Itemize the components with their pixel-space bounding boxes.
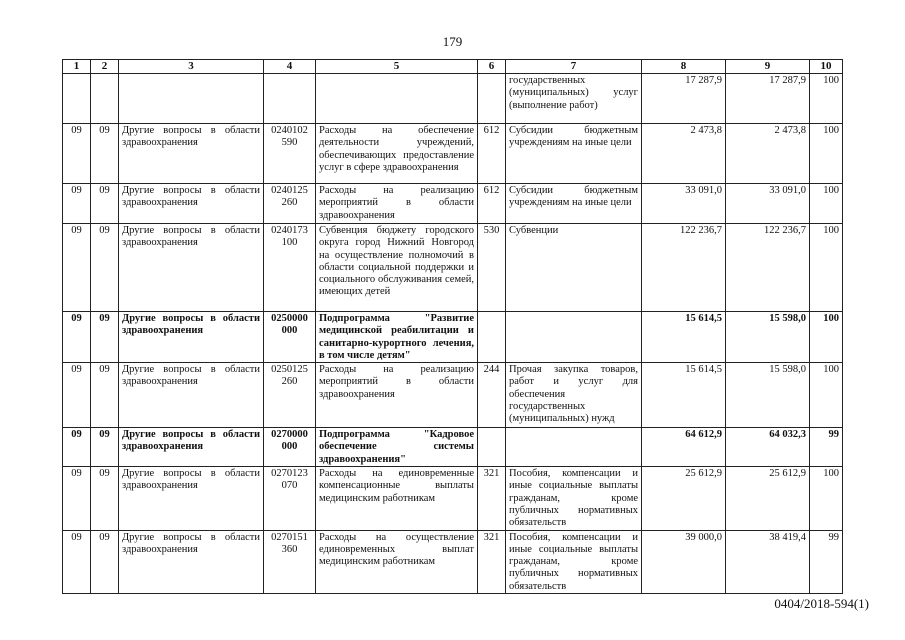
target-code: 0250000 000 (264, 312, 316, 363)
section-name (119, 74, 264, 124)
percent-done: 100 (810, 363, 843, 428)
target-code: 0250125 260 (264, 363, 316, 428)
actual-amount: 33 091,0 (726, 184, 810, 224)
type-name (506, 312, 642, 363)
type-code: 244 (478, 363, 506, 428)
type-name: Пособия, компенсации и иные социальные выплаты гражданам, кроме публичных нормативных обязательств (506, 467, 642, 530)
target-code: 0240173 100 (264, 224, 316, 312)
type-name: Субвенции (506, 224, 642, 312)
expense-name: Подпрограмма "Развитие медицинской реабилитации и санитарно-курортного лечения, в том числе детям" (316, 312, 478, 363)
table-row (63, 467, 843, 530)
type-name: Субсидии бюджетным учреждениям на иные цели (506, 124, 642, 184)
type-name: Субсидии бюджетным учреждениям на иные цели (506, 184, 642, 224)
column-header: 2 (91, 60, 119, 74)
section-name: Другие вопросы в области здравоохранения (119, 312, 264, 363)
plan-amount: 15 614,5 (642, 363, 726, 428)
percent-done: 100 (810, 184, 843, 224)
section-code: 09 (63, 224, 91, 312)
percent-done: 99 (810, 530, 843, 593)
percent-done: 100 (810, 124, 843, 184)
type-name: Прочая закупка товаров, работ и услуг для обеспечения государственных (муниципальных) нужд (506, 363, 642, 428)
target-code (264, 74, 316, 124)
table-body (63, 74, 843, 594)
type-code (478, 312, 506, 363)
column-header: 4 (264, 60, 316, 74)
target-code: 0240102 590 (264, 124, 316, 184)
page-number: 179 (442, 34, 463, 49)
subsection-code: 09 (91, 363, 119, 428)
expense-name: Расходы на реализацию мероприятий в области здравоохранения (316, 363, 478, 428)
column-header: 6 (478, 60, 506, 74)
plan-amount: 33 091,0 (642, 184, 726, 224)
type-name (506, 428, 642, 467)
section-name: Другие вопросы в области здравоохранения (119, 363, 264, 428)
section-name: Другие вопросы в области здравоохранения (119, 428, 264, 467)
expense-name: Расходы на единовременные компенсационные выплаты медицинским работникам (316, 467, 478, 530)
column-header: 1 (63, 60, 91, 74)
actual-amount: 64 032,3 (726, 428, 810, 467)
type-code: 321 (478, 530, 506, 593)
actual-amount: 15 598,0 (726, 363, 810, 428)
subsection-code: 09 (91, 428, 119, 467)
subsection-code (91, 74, 119, 124)
type-code: 612 (478, 124, 506, 184)
plan-amount: 15 614,5 (642, 312, 726, 363)
table-header-row (63, 60, 843, 74)
table-row (63, 363, 843, 428)
section-code: 09 (63, 363, 91, 428)
table-row (63, 124, 843, 184)
plan-amount: 122 236,7 (642, 224, 726, 312)
column-header: 7 (506, 60, 642, 74)
percent-done: 99 (810, 428, 843, 467)
budget-table (62, 59, 843, 594)
type-code (478, 428, 506, 467)
section-code: 09 (63, 530, 91, 593)
actual-amount: 2 473,8 (726, 124, 810, 184)
table-row (63, 74, 843, 124)
percent-done: 100 (810, 312, 843, 363)
actual-amount: 25 612,9 (726, 467, 810, 530)
section-name: Другие вопросы в области здравоохранения (119, 224, 264, 312)
subsection-code: 09 (91, 530, 119, 593)
section-code: 09 (63, 124, 91, 184)
subsection-code: 09 (91, 224, 119, 312)
actual-amount: 15 598,0 (726, 312, 810, 363)
plan-amount: 17 287,9 (642, 74, 726, 124)
subsection-code: 09 (91, 184, 119, 224)
expense-name: Расходы на осуществление единовременных выплат медицинским работникам (316, 530, 478, 593)
document-code: 0404/2018-594(1) (774, 596, 869, 611)
section-name: Другие вопросы в области здравоохранения (119, 467, 264, 530)
table-row (63, 184, 843, 224)
expense-name: Расходы на обеспечение деятельности учреждений, обеспечивающих предоставление услуг в сфере здравоохранения (316, 124, 478, 184)
subsection-code: 09 (91, 312, 119, 363)
subsection-code: 09 (91, 467, 119, 530)
plan-amount: 2 473,8 (642, 124, 726, 184)
table-row (63, 224, 843, 312)
expense-name: Расходы на реализацию мероприятий в области здравоохранения (316, 184, 478, 224)
expense-name: Субвенция бюджету городского округа город Нижний Новгород на осуществление полномочий в области социальной поддержки и социального обслуживания семей, имеющих детей (316, 224, 478, 312)
plan-amount: 39 000,0 (642, 530, 726, 593)
section-code: 09 (63, 184, 91, 224)
type-name: Пособия, компенсации и иные социальные выплаты гражданам, кроме публичных нормативных обязательств (506, 530, 642, 593)
plan-amount: 25 612,9 (642, 467, 726, 530)
type-code: 530 (478, 224, 506, 312)
section-name: Другие вопросы в области здравоохранения (119, 184, 264, 224)
column-header: 5 (316, 60, 478, 74)
target-code: 0270151 360 (264, 530, 316, 593)
expense-name: Подпрограмма "Кадровое обеспечение системы здравоохранения" (316, 428, 478, 467)
actual-amount: 38 419,4 (726, 530, 810, 593)
type-name: государственных (муниципальных) услуг (выполнение работ) (506, 74, 642, 124)
type-code: 612 (478, 184, 506, 224)
table-row (63, 312, 843, 363)
table-row (63, 530, 843, 593)
expense-name (316, 74, 478, 124)
target-code: 0270000 000 (264, 428, 316, 467)
target-code: 0240125 260 (264, 184, 316, 224)
section-code: 09 (63, 467, 91, 530)
actual-amount: 122 236,7 (726, 224, 810, 312)
column-header: 9 (726, 60, 810, 74)
percent-done: 100 (810, 74, 843, 124)
type-code (478, 74, 506, 124)
percent-done: 100 (810, 467, 843, 530)
table-row (63, 428, 843, 467)
section-code: 09 (63, 428, 91, 467)
section-name: Другие вопросы в области здравоохранения (119, 124, 264, 184)
section-code (63, 74, 91, 124)
actual-amount: 17 287,9 (726, 74, 810, 124)
column-header: 3 (119, 60, 264, 74)
column-header: 8 (642, 60, 726, 74)
percent-done: 100 (810, 224, 843, 312)
type-code: 321 (478, 467, 506, 530)
plan-amount: 64 612,9 (642, 428, 726, 467)
subsection-code: 09 (91, 124, 119, 184)
target-code: 0270123 070 (264, 467, 316, 530)
section-name: Другие вопросы в области здравоохранения (119, 530, 264, 593)
column-header: 10 (810, 60, 843, 74)
section-code: 09 (63, 312, 91, 363)
